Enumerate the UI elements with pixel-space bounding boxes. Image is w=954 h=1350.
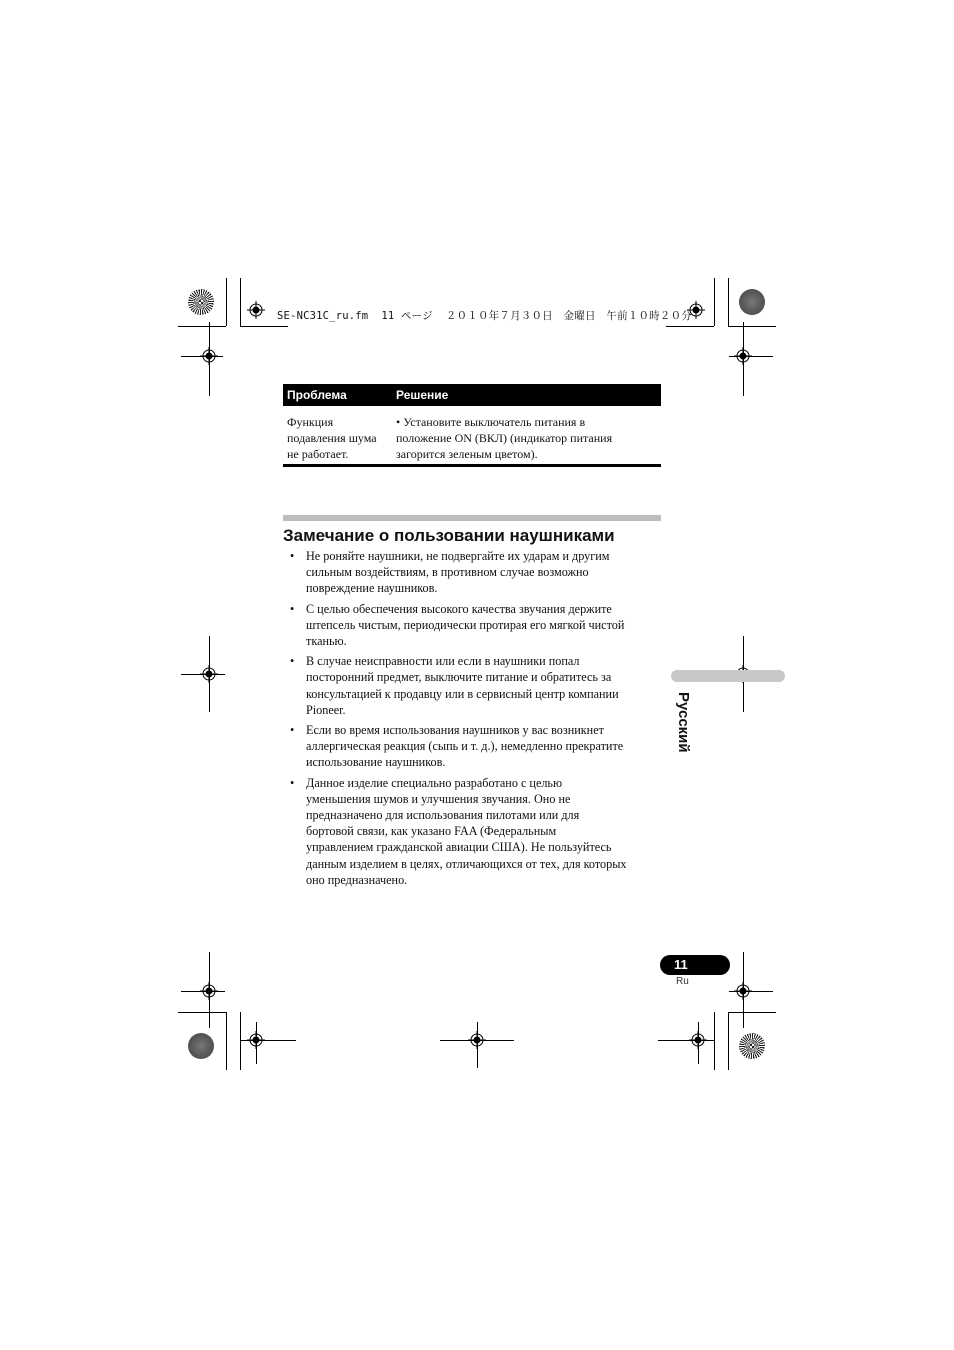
registration-target-icon [689, 1031, 707, 1049]
registration-target-icon [200, 347, 218, 365]
text-line: бортовой связи, как указано FAA (Федеральным [306, 824, 557, 839]
text-line: Данное изделие специально разработано с целью [306, 775, 563, 790]
troubleshooting-table [283, 384, 661, 467]
text-line: консультацией к продавцу или в сервисный центр компании [306, 686, 619, 701]
list-item [290, 722, 662, 771]
text-line: С целью обеспечения высокого качества звучания держите [306, 601, 612, 616]
text-line: уменьшения шумов и улучшения звучания. Оно не [306, 791, 571, 806]
density-patch-icon [739, 289, 765, 315]
table-header [283, 384, 661, 406]
problem-cell [283, 414, 396, 464]
registration-target-icon [247, 301, 265, 319]
star-target-icon [739, 1033, 765, 1059]
text-line: тканью. [306, 634, 347, 649]
page-language-code: Ru [676, 976, 689, 987]
registration-target-icon [247, 1031, 265, 1049]
text-line: Pioneer. [306, 702, 346, 717]
registration-target-icon [734, 347, 752, 365]
cell-line: подавления шума [287, 431, 377, 445]
table-bottom-rule [283, 464, 661, 467]
header-page-label: 11 ページ [381, 310, 433, 322]
density-patch-icon [188, 1033, 214, 1059]
text-line: аллергическая реакция (сыпь и т. д.), немедленно прекратите [306, 739, 624, 754]
file-header [277, 308, 692, 323]
page-number-badge [660, 955, 730, 975]
language-tab-bar [671, 670, 785, 682]
text-line: оно предназначено. [306, 872, 408, 887]
bullet-symbol: • [290, 601, 295, 616]
registration-target-icon [468, 1031, 486, 1049]
language-label: Русский [675, 692, 692, 753]
section-title: Замечание о пользовании наушниками [283, 526, 615, 545]
bullet-symbol: • [290, 654, 295, 669]
text-line: повреждение наушников. [306, 581, 438, 596]
text-line: посторонний предмет, выключите питание и обратитесь за [306, 670, 612, 685]
text-line: Не роняйте наушники, не подвергайте их ударам и другим [306, 549, 610, 563]
list-item [290, 601, 662, 650]
bullet-symbol: • [290, 775, 295, 790]
bullet-list [290, 548, 662, 892]
language-tab [672, 692, 694, 772]
section-rule [283, 515, 661, 521]
text-line: В случае неисправности или если в наушники попал [306, 654, 580, 669]
star-target-icon [188, 289, 214, 315]
list-item [290, 775, 662, 888]
bullet-symbol: • [290, 723, 295, 738]
header-date: ２０１０年７月３０日 金曜日 午前１０時２０分 [445, 310, 692, 322]
registration-target-icon [734, 982, 752, 1000]
header-filename: SE-NC31C_ru.fm [277, 310, 369, 322]
cell-line: не работает. [287, 447, 349, 461]
cell-line: положение ON (ВКЛ) (индикатор питания [396, 431, 613, 445]
column-header-solution: Решение [396, 388, 449, 402]
cell-line: Функция [287, 415, 334, 429]
text-line: предназначено для использования пилотами или для [306, 808, 580, 823]
text-line: использование наушников. [306, 755, 446, 770]
text-line: сильным воздействиям, в противном случае возможно [306, 565, 589, 580]
table-row [283, 406, 661, 464]
registration-target-icon [200, 982, 218, 1000]
text-line: данным изделием в целях, отличающихся от тех, для которых [306, 856, 627, 871]
text-line: управлением гражданской авиации США). Не пользуйтесь [306, 840, 612, 855]
list-item [290, 653, 662, 718]
page-number: 11 [674, 957, 688, 972]
cell-line: загорится зеленым цветом). [396, 447, 538, 461]
registration-target-icon [200, 665, 218, 683]
column-header-problem: Проблема [287, 388, 347, 402]
text-line: штепсель чистым, периодически протирая его мягкой чистой [306, 617, 625, 632]
bullet-symbol: • [290, 549, 295, 563]
text-line: Если во время использования наушников у вас возникнет [306, 723, 604, 738]
solution-cell [396, 414, 658, 464]
list-item [290, 548, 662, 597]
cell-line: • Установите выключатель питания в [396, 415, 586, 429]
